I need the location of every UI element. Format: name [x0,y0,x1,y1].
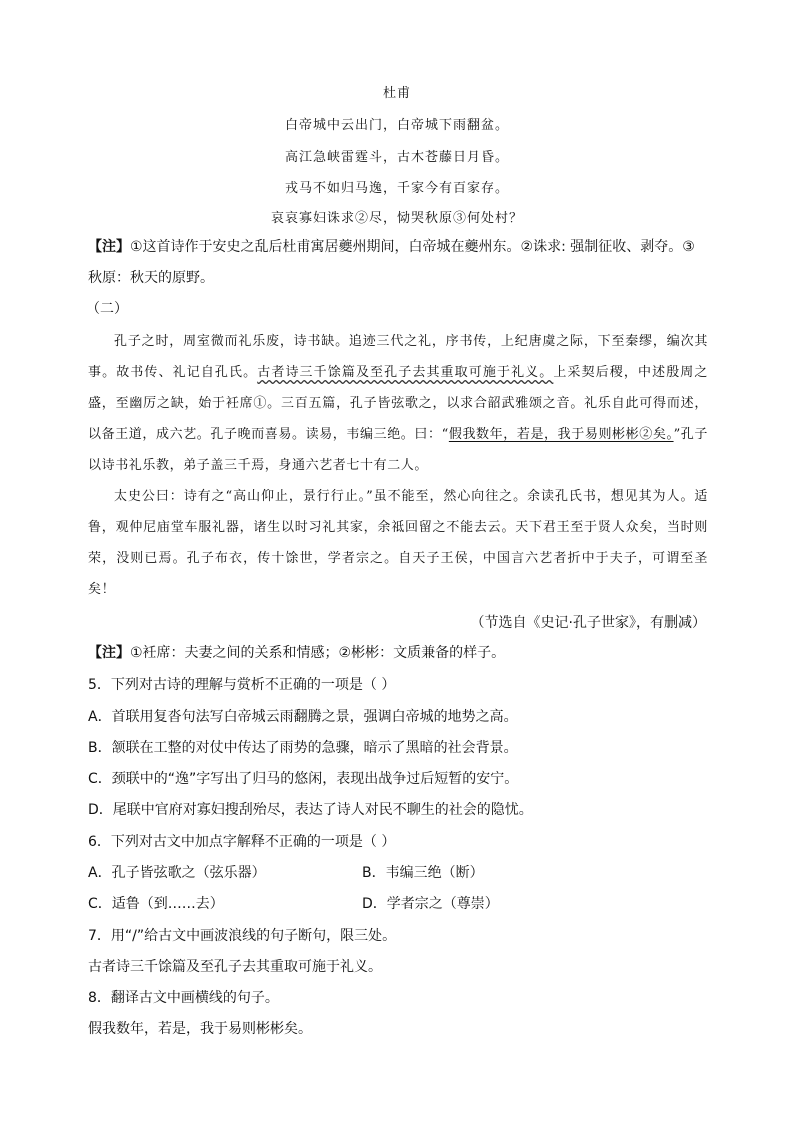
wavy-underlined-sentence: 古者诗三千馀篇及至孔子去其重取可施于礼义。 [257,365,554,380]
poem-note [88,232,708,294]
passage-text: 上采契后稷，中述殷周之盛，至幽厉之缺，始于衽席①。三百五篇，孔子皆弦歌之，以求合韶武雅颂之音。礼乐自此可得而述，以备王道，成六艺。孔子晚而喜易。读易，韦编三绝。曰：“ [88,365,708,442]
passage-source: （节选自《史记·孔子世家》，有删减） [470,615,706,631]
underlined-sentence: 假我数年，若是，我于易则彬彬②矣。 [448,427,674,442]
question-8-stem: 8．翻译古文中画横线的句子。 [88,990,279,1006]
question-8-text: 假我数年，若是，我于易则彬彬矣。 [88,1021,312,1037]
passage-paragraph-1 [88,326,708,481]
poem-line-1: 白帝城中云出门，白帝城下雨翻盆。 [284,118,509,133]
note-text: ①衽席：夫妻之间的关系和情感；②彬彬：文质兼备的样子。 [130,645,506,661]
question-5-option-b: B．颔联在工整的对仗中传达了雨势的急骤，暗示了黑暗的社会背景。 [88,740,518,756]
question-6-option-b: B．韦编三绝（断） [362,865,484,881]
question-7-stem: 7．用“/”给古文中画波浪线的句子断句，限三处。 [88,928,397,944]
question-6-option-d: D．学者宗之（尊崇） [362,896,499,912]
question-5-option-d: D．尾联中官府对寡妇搜刮殆尽，表达了诗人对民不聊生的社会的隐忧。 [88,802,533,818]
poem-line-4: 哀哀寡妇诛求②尽，恸哭秋原③何处村？ [270,211,523,226]
note-text: ①这首诗作于安史之乱后杜甫寓居夔州期间，白帝城在夔州东。②诛求: 强制征收、剥夺。③ [130,239,695,255]
question-5-option-c: C．颈联中的“逸”字写出了归马的悠闲，表现出战争过后短暂的安宁。 [88,771,519,787]
question-5-stem: 5．下列对古诗的理解与赏析不正确的一项是（ ） [88,677,396,693]
question-6-option-a: A．孔子皆弦歌之（弦乐器） [88,865,266,881]
poem-author: 杜甫 [382,86,411,101]
question-7-text: 古者诗三千馀篇及至孔子去其重取可施于礼义。 [88,959,382,975]
note-label: 【注】 [88,645,130,661]
passage-paragraph-2: 太史公曰：诗有之“高山仰止，景行行止。”虽不能至，然心向往之。余读孔氏书，想见其为人。适鲁，观仲尼庙堂车服礼器，诸生以时习礼其家，余祗回留之不能去云。天下君王至于贤人众矣，当时则荣，没则已焉。孔子布衣，传十馀世，学者宗之。自天子王侯，中国言六艺者折中于夫子，可谓至圣矣！ [88,489,708,597]
question-5-option-a: A．首联用复沓句法写白帝城云雨翻腾之景，强调白帝城的地势之高。 [88,709,518,725]
passage-note [88,638,708,669]
passage-text: 孔子之时，周室微而礼乐废，诗书缺。追迹三代之礼，序书传，上纪唐虞之际，下至秦缪，编次其事。故书传、礼记自孔氏。 [88,334,708,380]
poem-line-3: 戎马不如归马逸，千家今有百家存。 [284,181,509,196]
poem-line-2: 高江急峡雷霆斗，古木苍藤日月昏。 [284,150,509,165]
note-text-continued: 秋原：秋天的原野。 [88,270,214,286]
section-heading: （二） [86,301,128,317]
question-6-option-c: C．适鲁（到……去） [88,896,224,912]
passage-text: ”孔子以诗书礼乐教，弟子盖三千焉，身通六艺者七十有二人。 [88,427,709,473]
note-label: 【注】 [88,239,130,255]
question-6-stem: 6．下列对古文中加点字解释不正确的一项是（ ） [88,834,396,850]
